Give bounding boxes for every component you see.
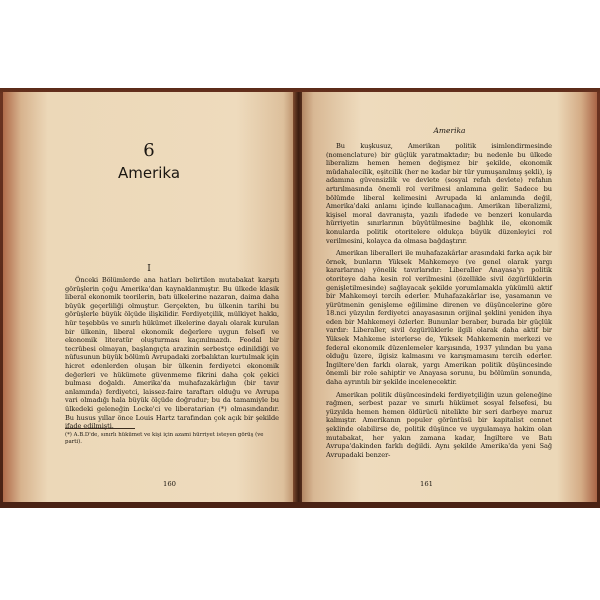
right-paragraph-2: Amerikan liberalleri ile muhafazakârlar arasındaki farka açık bir örnek, bunların Yüksek Mahkemeye (ve genel olarak yargı kararlarına) yönelik tavırlarıdır: Liberaller Anayasa'yı politik otoriteye daha kesin rol verilmesini (özellikle sivil özgürlüklerin genişletilmesinde) sağlayacak şekilde yorumlamakla yükümlü aktif bir Mahkemeyi tercih ederler. Muhafazakârlar ise, yasamanın ve yürütmenin genişleme eğilimine direnen ve düşüncelerine göre 18.nci yüzyılın ferdiyetci anayasasının orijinal şeklini yeniden ihya eden bir Mahkemeyi özlerler. Bununlar beraber, burada bir güçlük vardır: Liberaller, sivil özgürlüklerle ilgili olarak daha aktif bir Yüksek Mahkeme isterlerse de, Yüksek Mahkemenin merkezi ve federal ekonomik düzenlemeler karşısında, 1937 yılından bu yana olduğu üzere, ilgisiz kalmasını ve karışmamasını tercih ederler. İngiltere'den farklı olarak, yargı Amerikan politik düşüncesinde önemli bir role sahiptir ve Anayasa sorunu, bu bölümün sonunda, daha ayrıntılı bir şekilde incelenecektir. (326, 249, 552, 387)
left-paragraph: Önceki Bölümlerde ana hatları belirtilen mutabakat karşıtı görüşlerin çoğu Amerika'dan kaynaklanmıştır. Bu ülkede klasik liberal ekonomik teorilerin, batı ülkelerine nazaran, daima daha büyük geçerliliği olmuştur. Gerçekten, bu ülkenin tarihi bu görüşlerle büyük ölçüde ilişkilidir. Ferdiyetçilik, mülkiyet hakkı, hür teşebbüs ve sınırlı hükümet ilkelerine dayalı olarak kurulan bir ülkenin, liberal ekonomik değerlere uygun felsefi ve ekonomik literatür oluşturması kaçınılmazdı. Feodal bir tecrübesi olmayan, başlangıçta arazinin serbestçe edinildiği ve nüfusunun büyük bölümü Avrupadaki zorbalıktan kurtulmak için hicret edenlerden oluşan bir ülkenin ferdiyetci ekonomik değerleri ve hükümete güvenmeme fikrini daha çok çekici bulması doğaldı. Amerika'da muhafazakârlığın (bir tavır anlamında) ferdiyetci, laissez-faire taraftarı olduğu ve Avrupa vari olmadığı hala büyük ölçüde doğrudur; bu da tamamiyle bu ülkedeki geleneğin Locke'ci ve liberatarian (*) olmasındandır. Bu husus yıllar önce Louis Hartz tarafından çok açık bir şekilde ifade edilmişti. (65, 276, 279, 431)
right-paragraph-1: Bu kuşkusuz, Amerikan politik isimlendirmesinde (nomenclature) bir güçlük yaratmaktadır; bu nedenle bu ülkede liberalizm hemen hemen değişmez bir şekilde, ekonomik müdahalecilik, eşitcilik (her ne kadar bir tür yumuşanılmış şekli), iş adamına güvensizlik ve devlete (sosyal refah devlete) refahın artırılmasında önemli rol verilmesi anlamına gelir. Sadece bu bölümde liberal kelimesini Avrupada ki anlamında değil, Amerika'daki anlamı içinde kullanacağım. Amerikan liberalizmi, kişisel moral davranışta, yazılı ifadede ve benzeri konularda hürriyetin sınırlarının büyütülmesine bağlılık ile, ekonomik konularda politik otoritelere oldukça büyük düzenleyici rol verilmesini, kolayca da olmasa bağdaştırır. (326, 142, 552, 245)
chapter-number: 6 (143, 140, 155, 161)
left-body-text (65, 276, 279, 431)
chapter-title: Amerika (117, 164, 181, 182)
right-paragraph-3: Amerikan politik düşüncesindeki ferdiyetçiliğin uzun geleneğine rağmen, serbest pazar ve sınırlı hükümet sosyal felsefesi, bu yüzyılda hemen hemen öldürücü nitelikte bir seri darbeye maruz kalmıştır. Amerikanın populer görüntüsü bir kapitalist cennet şeklinde olabilirse de, politik düşünce ve uygulamaya hakim olan mutabakat, her yakın zamana kadar, İngiltere ve Batı Avrupa'dakinden farklı değildi. Aynı şekilde Amerika'da yeni Sağ Avrupadaki benzer- (326, 390, 552, 459)
footnote-rule (65, 428, 135, 429)
right-body-text (326, 142, 552, 463)
page-number-left: 160 (163, 480, 176, 488)
page-number-right: 161 (420, 480, 433, 488)
right-page (302, 92, 597, 502)
left-page (3, 92, 295, 502)
section-number: I (147, 264, 151, 274)
running-head: Amerika (433, 126, 466, 135)
footnote: (*) A.B.D'de, sınırlı hükümet ve kişi için azami hürriyet isteyen görüş (ve parti). (65, 432, 264, 445)
